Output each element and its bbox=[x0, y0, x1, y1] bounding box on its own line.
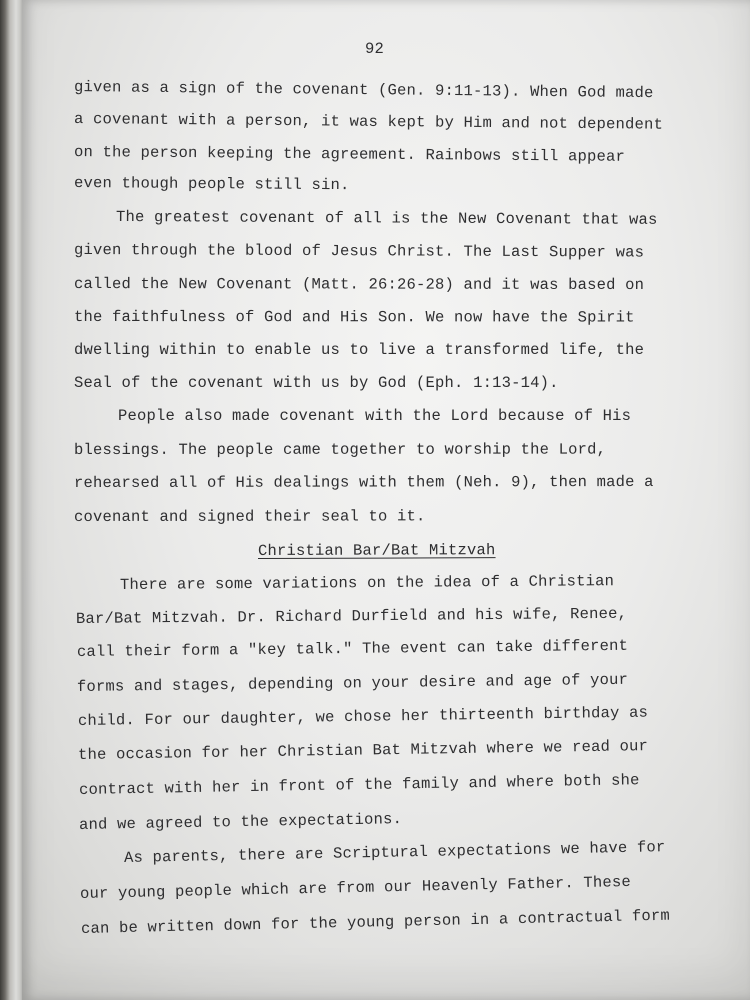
text-line: blessings. The people came together to worship the Lord, bbox=[73, 440, 607, 459]
text-line: rehearsed all of His dealings with them (Neh. 9), then made a bbox=[73, 472, 654, 492]
text-line: the occasion for her Christian Bat Mitzvah where we read our bbox=[77, 737, 649, 764]
book-spine bbox=[0, 0, 22, 1000]
text-line: covenant and signed their seal to it. bbox=[73, 507, 426, 526]
text-line: dwelling within to enable us to live a transformed life, the bbox=[74, 341, 645, 359]
text-line: our young people which are from our Heavenly Father. These bbox=[79, 872, 632, 903]
page-number: 92 bbox=[365, 40, 385, 58]
text-line: contract with her in front of the family and where both she bbox=[78, 771, 640, 799]
text-line: call their form a "key talk." The event can take different bbox=[76, 636, 629, 661]
text-line: child. For our daughter, we chose her thirteenth birthday as bbox=[77, 703, 649, 730]
text-line: a covenant with a person, it was kept by Him and not dependent bbox=[73, 110, 664, 134]
text-line: Bar/Bat Mitzvah. Dr. Richard Durfield and his wife, Renee, bbox=[75, 604, 628, 628]
text-line: given as a sign of the covenant (Gen. 9:11-13). When God made bbox=[73, 78, 654, 103]
page-text-area bbox=[22, 0, 750, 1000]
text-line: the faithfulness of God and His Son. We now have the Spirit bbox=[73, 308, 635, 327]
text-line: even though people still sin. bbox=[73, 174, 350, 195]
text-line: can be written down for the young person in a contractual form bbox=[80, 906, 671, 938]
text-line: Seal of the covenant with us by God (Eph. 1:13-14). bbox=[74, 374, 559, 392]
text-line: on the person keeping the agreement. Rainbows still appear bbox=[73, 143, 626, 166]
text-line: There are some variations on the idea of a Christian bbox=[119, 572, 615, 594]
book-page bbox=[22, 0, 750, 1000]
text-line: As parents, there are Scriptural expectations we have for bbox=[123, 838, 666, 867]
text-line: forms and stages, depending on your desire and age of your bbox=[76, 670, 629, 696]
text-line: People also made covenant with the Lord because of His bbox=[118, 407, 632, 425]
text-line: given through the blood of Jesus Christ. The Last Supper was bbox=[73, 241, 645, 262]
text-line: The greatest covenant of all is the New Covenant that was bbox=[115, 208, 658, 229]
text-line: called the New Covenant (Matt. 26:26-28) and it was based on bbox=[73, 275, 645, 294]
text-line: and we agreed to the expectations. bbox=[78, 810, 403, 834]
section-heading: Christian Bar/Bat Mitzvah bbox=[257, 541, 496, 560]
